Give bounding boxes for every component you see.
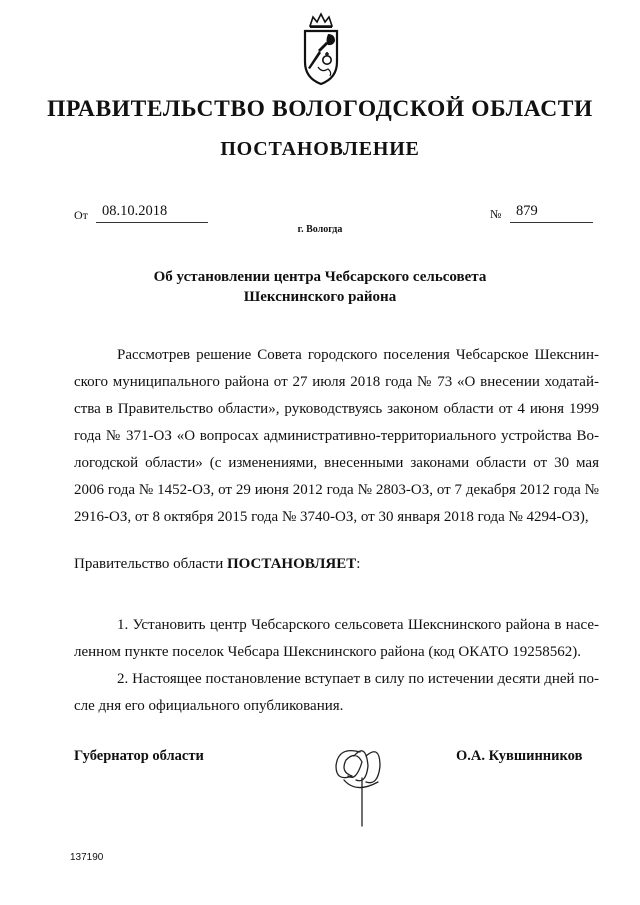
subject-line-2: Шекснинского района [243,289,397,305]
document-subject [0,267,640,307]
resolves-suffix: : [356,556,361,572]
registration-number: 137190 [70,852,104,863]
date-label: От [74,208,88,222]
signatory-title: Губернатор области [74,748,204,764]
place-of-issue: г. Вологда [297,224,343,235]
resolution-item-2: 2. Настоящее постановление вступает в силу по истечении десяти дней после дня его официального опубликования. [74,671,599,714]
resolution-item-1: 1. Установить центр Чебсарского сельсовета Шекснинского района в населенном пункте поселок Чебсара Шекснинского района (код ОКАТО 19258562). [74,617,599,660]
document-type-heading: ПОСТАНОВЛЕНИЕ [220,138,420,160]
signatory-name: О.А. Кувшинников [456,748,583,764]
resolves-line [74,556,360,573]
number-label: № [490,207,502,221]
government-title: ПРАВИТЕЛЬСТВО ВОЛОГОДСКОЙ ОБЛАСТИ [47,96,593,122]
document-number: 879 [516,203,538,219]
handwritten-signature-icon [326,726,388,830]
resolves-keyword: ПОСТАНОВЛЯЕТ [226,556,357,572]
coat-of-arms-icon [298,12,344,86]
subject-line-1: Об установлении центра Чебсарского сельсовета [153,269,487,285]
document-date: 08.10.2018 [102,203,168,219]
preamble-paragraph: Рассмотрев решение Совета городского поселения Чебсарское Шекснинского муниципального района от 27 июля 2018 года № 73 «О внесении ходатайства в Правительство области», руководствуясь законом области от 4 июня 1999 года № 371-ОЗ «О вопросах административно-территориального устройства Вологодской области» (с изменениями, внесенными законами области от 30 мая 2006 года № 1452-ОЗ, от 29 июня 2012 года № 2803-ОЗ, от 7 декабря 2012 года № 2916-ОЗ, от 8 октября 2015 года № 3740-ОЗ, от 30 января 2018 года № 4294-ОЗ), [74,347,599,525]
resolves-prefix: Правительство области [74,556,227,572]
